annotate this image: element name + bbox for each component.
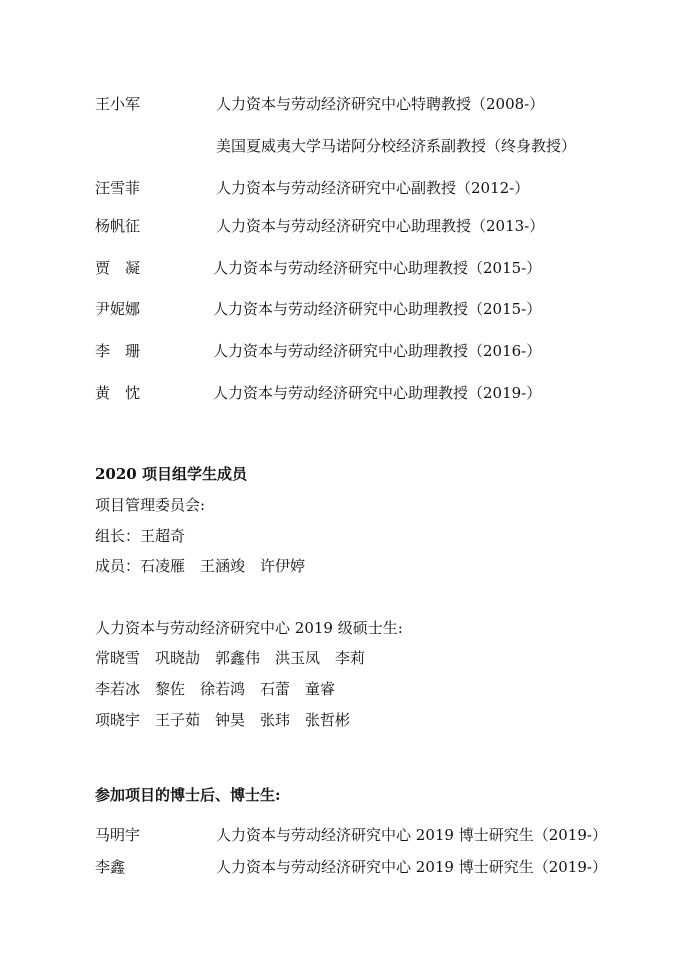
postdoc-title-2: 人力资本与劳动经济研究中心 2019 博士研究生（2019-） [216,858,607,876]
faculty-title-4: 人力资本与劳动经济研究中心助理教授（2015-） [213,259,542,277]
masters-row-2: 李若冰 黎佐 徐若鸿 石蕾 童睿 [95,680,336,698]
faculty-name-2: 汪雪菲 [95,179,141,197]
committee-members: 成员：石凌雁 王涵竣 许伊婷 [95,557,306,575]
faculty-title-5: 人力资本与劳动经济研究中心助理教授（2015-） [213,300,542,318]
masters-row-3: 项晓宇 王子茹 钟昊 张玮 张哲彬 [95,711,351,729]
faculty-name-1: 王小军 [95,95,141,113]
masters-label: 人力资本与劳动经济研究中心 2019 级硕士生: [95,619,403,637]
faculty-name-4: 贾 凝 [95,259,141,277]
postdoc-name-1: 马明宇 [95,826,141,844]
postdoc-title-1: 人力资本与劳动经济研究中心 2019 博士研究生（2019-） [216,826,607,844]
faculty-name-5: 尹妮娜 [95,300,141,318]
masters-row-1: 常晓雪 巩晓劼 郭鑫伟 洪玉凤 李莉 [95,649,366,667]
faculty-name-3: 杨帆征 [95,217,141,235]
faculty-title-1: 人力资本与劳动经济研究中心特聘教授（2008-） [216,95,545,113]
faculty-title-1b: 美国夏威夷大学马诺阿分校经济系副教授（终身教授） [216,137,577,155]
faculty-name-6: 李 珊 [95,342,141,360]
committee-leader: 组长：王超奇 [95,527,186,545]
students-heading: 2020 项目组学生成员 [95,465,247,483]
faculty-title-7: 人力资本与劳动经济研究中心助理教授（2019-） [213,384,542,402]
committee-label: 项目管理委员会: [95,496,206,514]
faculty-title-2: 人力资本与劳动经济研究中心副教授（2012-） [216,179,530,197]
postdoc-name-2: 李鑫 [95,858,126,876]
faculty-title-3: 人力资本与劳动经济研究中心助理教授（2013-） [216,217,545,235]
faculty-title-6: 人力资本与劳动经济研究中心助理教授（2016-） [213,342,542,360]
postdocs-heading: 参加项目的博士后、博士生: [95,786,281,804]
faculty-name-7: 黄 忱 [95,384,141,402]
